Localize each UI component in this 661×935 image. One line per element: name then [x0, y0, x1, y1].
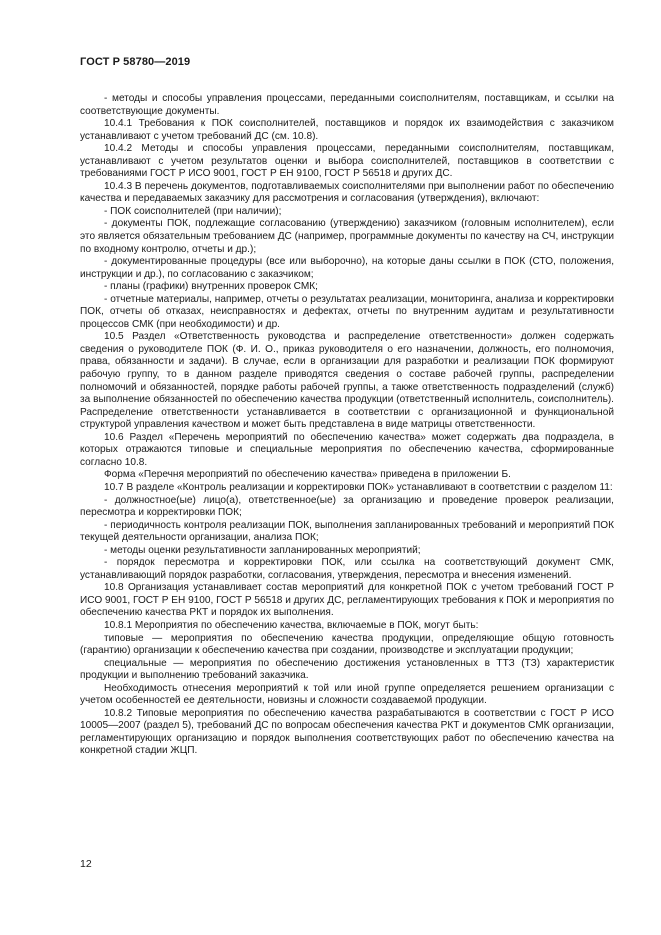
paragraph: - порядок пересмотра и корректировки ПОК, или ссылка на соответствующий документ СМК, устанавливающий порядок разработки, согласования, утверждения, пересмотра и внесения изменений.	[80, 557, 614, 581]
paragraph: - ПОК соисполнителей (при наличии);	[104, 205, 282, 217]
paragraph: 10.8 Организация устанавливает состав мероприятий для конкретной ПОК с учетом требований ГОСТ Р ИСО 9001, ГОСТ Р ЕН 9100, ГОСТ Р 56518 и других ДС, регламентирующих требования к ПОК и мероприятия по обеспечению качества РКТ и порядок их выполнения.	[80, 582, 615, 619]
document-body	[80, 93, 614, 758]
paragraph: - методы и способы управления процессами, переданными соисполнителям, поставщикам, и ссылки на соответствующие документы.	[80, 93, 614, 117]
paragraph: 10.5 Раздел «Ответственность руководства и распределение ответственности» должен содержать сведения о руководителе ПОК (Ф. И. О., приказ руководителя о его назначении, должность, его полномочия, права, обязанности и задачи). В случае, если в организации для разработки и реализации ПОК формируют рабочую группу, то в данном разделе приводятся сведения о составе рабочей группы, распределении полномочий и обязанностей, порядке работы рабочей группы, а также ответственность подразделений (служб) за выполнение обязанностей по обеспечению качества продукции (ответственный исполнитель, соисполнитель). Распределение ответственности устанавливается в соответствии с организационной и функциональной структурой управления качеством и может быть представлена в виде матрицы ответственности.	[80, 331, 614, 431]
paragraph: - методы оценки результативности запланированных мероприятий;	[104, 544, 421, 556]
page-number: 12	[80, 858, 92, 870]
paragraph: 10.4.3 В перечень документов, подготавливаемых соисполнителями при выполнении работ по обеспечению качества и передаваемых заказчику для рассмотрения и согласования (утверждения), включают:	[80, 180, 614, 205]
paragraph: 10.6 Раздел «Перечень мероприятий по обеспечению качества» может содержать два подраздела, в которых отражаются типовые и специальные мероприятия по обеспечению качества, сформированные согласно 10.8.	[80, 431, 614, 468]
paragraph: типовые — мероприятия по обеспечению качества продукции, определяющие общую готовность (гарантию) организации к обеспечению качества при создании, производстве и эксплуатации продукции;	[80, 632, 614, 657]
paragraph: - планы (графики) внутренних проверок СМК;	[104, 281, 318, 293]
paragraph: - периодичность контроля реализации ПОК, выполнения запланированных требований и мероприятий ПОК текущей деятельности организации, анализа ПОК;	[80, 519, 614, 544]
paragraph: специальные — мероприятия по обеспечению достижения установленных в ТТЗ (ТЗ) характеристик продукции и выполнению требований заказчика.	[80, 657, 614, 682]
document-header: ГОСТ Р 58780—2019	[80, 56, 191, 68]
paragraph: 10.4.1 Требования к ПОК соисполнителей, поставщиков и порядок их взаимодействия с заказчиком устанавливают с учетом требований ДС (см. 10.8).	[80, 118, 614, 142]
paragraph: 10.8.2 Типовые мероприятия по обеспечению качества разрабатываются в соответствии с ГОСТ Р ИСО 10005—2007 (раздел 5), требований ДС по вопросам обеспечения качества РКТ и документов СМК организации, регламентирующих организацию и порядок выполнения соответствующих работ по обеспечению качества на конкретной стадии ЖЦП.	[80, 707, 614, 757]
paragraph: - отчетные материалы, например, отчеты о результатах реализации, мониторинга, анализа и корректировки ПОК, отчеты об отказах, неисправностях и дефектах, отчеты по внутренним аудитам и результативности процессов СМК (при необходимости) и др.	[80, 293, 614, 330]
paragraph: - документированные процедуры (все или выборочно), на которые даны ссылки в ПОК (СТО, положения, инструкции и др.), по согласованию с заказчиком;	[80, 256, 614, 280]
paragraph: Форма «Перечня мероприятий по обеспечению качества» приведена в приложении Б.	[104, 469, 511, 481]
paragraph: Необходимость отнесения мероприятий к той или иной группе определяется решением организации с учетом особенностей ее деятельности, новизны и сложности создаваемой продукции.	[80, 682, 614, 707]
paragraph: 10.7 В разделе «Контроль реализации и корректировки ПОК» устанавливают в соответствии с разделом 11:	[104, 481, 613, 493]
paragraph: - документы ПОК, подлежащие согласованию (утверждению) заказчиком (головным исполнителем), если это является обязательным требованием ДС (например, программные документы по качеству на СЧ, инструкции по входному контролю, отчеты и др.);	[80, 218, 614, 255]
paragraph: - должностное(ые) лицо(а), ответственное(ые) за организацию и проведение проверок реализации, пересмотра и корректировки ПОК;	[80, 494, 614, 519]
paragraph: 10.8.1 Мероприятия по обеспечению качества, включаемые в ПОК, могут быть:	[104, 619, 479, 631]
paragraph: 10.4.2 Методы и способы управления процессами, переданными соисполнителям, поставщикам, устанавливают с учетом результатов оценки и выбора соисполнителей, поставщиков в соответствии с требованиями ГОСТ Р ИСО 9001, ГОСТ Р ЕН 9100, ГОСТ Р 56518 и других ДС.	[80, 143, 614, 180]
